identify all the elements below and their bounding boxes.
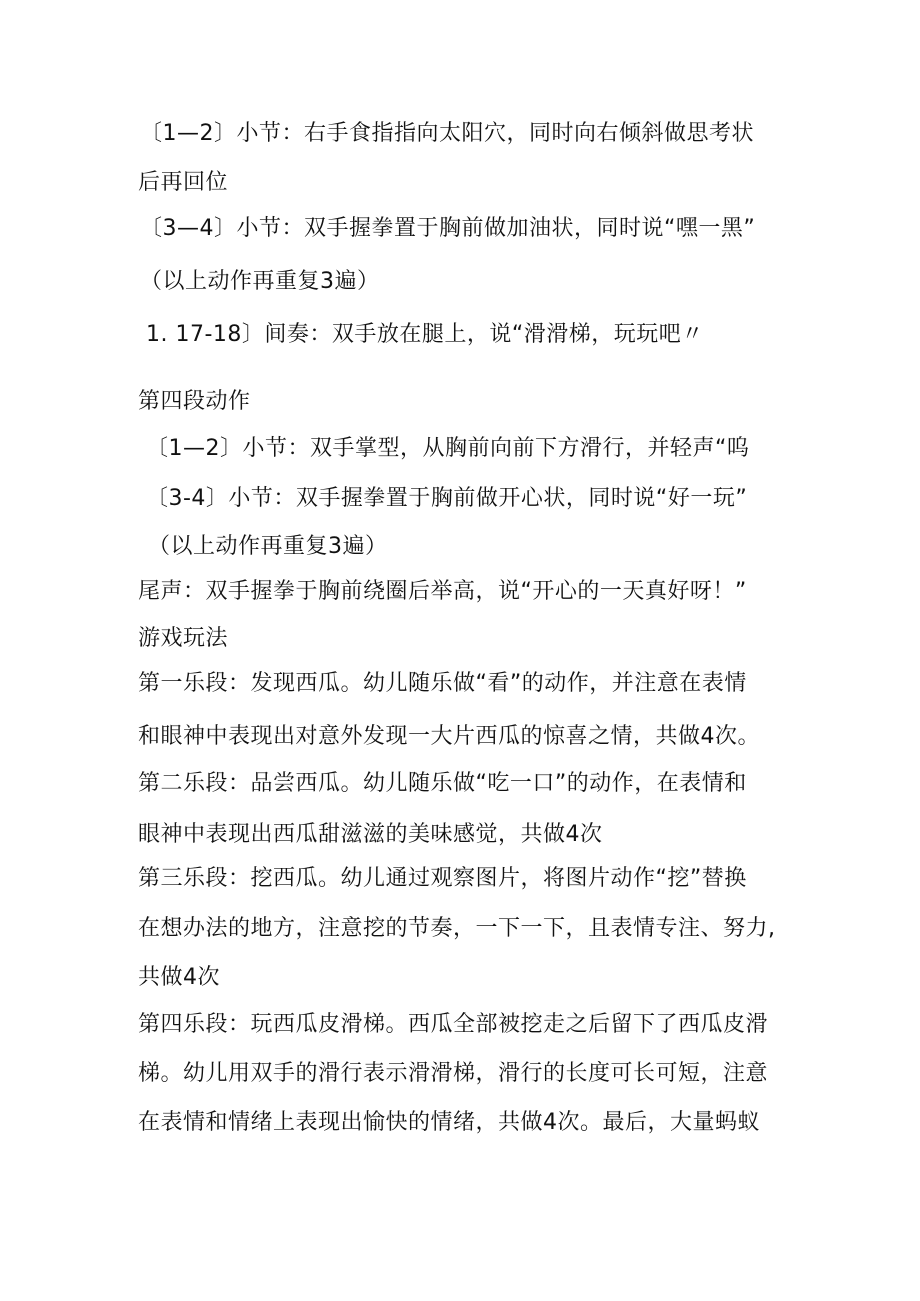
text-line: 〔3-4〕小节：双手握拳置于胸前做开心状，同时说“好一玩”	[146, 486, 748, 511]
text-line: 在表情和情绪上表现出愉快的情绪，共做4次。最后，大量蚂蚁	[138, 1110, 760, 1135]
text-line: 第三乐段：挖西瓜。幼儿通过观察图片，将图片动作“挖”替换	[138, 866, 747, 891]
section-heading: 游戏玩法	[138, 626, 229, 651]
text-line: 〔1—2〕小节：双手掌型，从胸前向前下方滑行，并轻声“呜	[146, 436, 750, 461]
text-line: 第一乐段：发现西瓜。幼儿随乐做“看”的动作，并注意在表情	[138, 671, 747, 696]
section-heading: 第四段动作	[138, 389, 251, 414]
text-line: 第二乐段：品尝西瓜。幼儿随乐做“吃一口”的动作，在表情和	[138, 771, 747, 796]
text-line: 在想办法的地方，注意挖的节奏，一下一下，且表情专注、努力,	[138, 916, 776, 941]
text-line: 和眼神中表现出对意外发现一大片西瓜的惊喜之情，共做4次。	[138, 724, 760, 749]
text-line: 〔3—4〕小节：双手握拳置于胸前做加油状，同时说“嘿一黑”	[140, 216, 756, 241]
text-line: 尾声：双手握拳于胸前绕圈后举高，说“开心的一天真好呀！”	[138, 579, 747, 604]
text-line: （以上动作再重复3遍）	[140, 269, 380, 294]
text-line: 1. 17-18〕间奏：双手放在腿上，说“滑滑梯，玩玩吧〃	[146, 322, 704, 347]
text-line: 眼神中表现出西瓜甜滋滋的美味感觉，共做4次	[138, 822, 603, 847]
text-line: 后再回位	[138, 170, 229, 195]
text-line: 〔1—2〕小节：右手食指指向太阳穴，同时向右倾斜做思考状	[140, 121, 754, 146]
text-line: 共做4次	[138, 965, 220, 990]
text-line: 第四乐段：玩西瓜皮滑梯。西瓜全部被挖走之后留下了西瓜皮滑	[138, 1012, 769, 1037]
text-line: （以上动作再重复3遍）	[148, 534, 388, 559]
text-line: 梯。幼儿用双手的滑行表示滑滑梯，滑行的长度可长可短，注意	[138, 1061, 769, 1086]
